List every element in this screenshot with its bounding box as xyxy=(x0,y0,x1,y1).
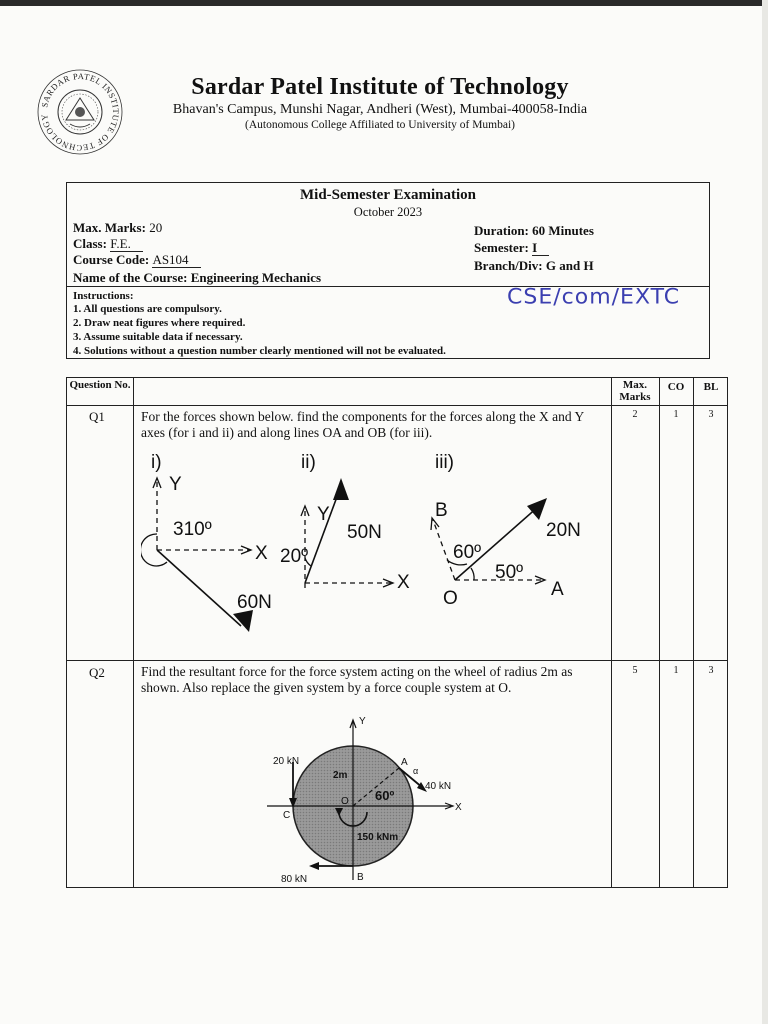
angle-label: 310º xyxy=(173,519,212,540)
alpha-label: α xyxy=(413,766,419,776)
force-label: 20N xyxy=(546,520,581,541)
instruction-item: 2. Draw neat figures where required. xyxy=(73,317,246,329)
force-label: 40 kN xyxy=(425,781,452,792)
duration-label: Duration: xyxy=(474,223,529,238)
course-name-value: Engineering Mechanics xyxy=(190,270,322,285)
class-value: F.E. xyxy=(110,236,143,252)
question-table xyxy=(66,377,728,888)
fig-label-iii: iii) xyxy=(435,452,454,473)
y-axis-label: Y xyxy=(169,474,182,495)
force-label: 60N xyxy=(237,592,272,613)
y-axis-label: Y xyxy=(359,716,366,727)
q1-force-diagrams xyxy=(141,448,607,658)
semester-label: Semester: xyxy=(474,240,529,255)
scan-top-edge xyxy=(0,0,768,6)
fig-label-i: i) xyxy=(151,452,162,473)
header-bl: BL xyxy=(703,381,719,393)
column-divider xyxy=(133,378,134,887)
question-bl: 3 xyxy=(708,665,714,676)
column-divider xyxy=(693,378,694,887)
instruction-item: 1. All questions are compulsory. xyxy=(73,303,222,315)
y-axis-label: Y xyxy=(317,504,330,525)
instructions-title: Instructions: xyxy=(73,290,134,302)
institute-seal-logo xyxy=(36,68,124,156)
angle-label: 60º xyxy=(453,542,482,563)
branch-row xyxy=(474,258,594,274)
force-label: 80 kN xyxy=(281,874,308,885)
column-divider xyxy=(659,378,660,887)
column-divider xyxy=(611,378,612,887)
branch-label: Branch/Div: xyxy=(474,258,543,273)
course-code-value: AS104 xyxy=(152,252,200,268)
angle-label: 50º xyxy=(495,562,524,583)
header-row-divider xyxy=(67,405,727,406)
question-co: 1 xyxy=(673,665,679,676)
point-a-label: A xyxy=(551,579,564,600)
class-row xyxy=(73,236,143,252)
class-label: Class: xyxy=(73,236,107,251)
force-label: 20 kN xyxy=(273,756,300,767)
angle-arc xyxy=(471,568,474,580)
x-axis-label: X xyxy=(255,543,268,564)
radius-label: 2m xyxy=(333,770,348,781)
header-question-no: Question No. xyxy=(69,379,131,391)
course-name-row xyxy=(73,270,321,286)
question-number: Q1 xyxy=(89,409,105,424)
fig-label-ii: ii) xyxy=(301,452,316,473)
line-ob xyxy=(433,520,455,580)
force-vector xyxy=(305,486,341,583)
institute-affiliation: (Autonomous College Affiliated to University of Mumbai) xyxy=(244,119,515,131)
header-co: CO xyxy=(667,381,685,393)
branch-value: G and H xyxy=(545,258,594,273)
scan-right-edge xyxy=(762,0,768,1024)
course-code-row xyxy=(73,252,201,268)
question-text: For the forces shown below. find the components for the forces along the X and Y axes (for i and ii) and along lines OA and OB (for iii). xyxy=(141,409,584,440)
q2-wheel-diagram xyxy=(263,712,483,886)
course-code-label: Course Code: xyxy=(73,252,150,267)
question-max-marks: 5 xyxy=(632,665,638,676)
point-o-label: O xyxy=(341,796,349,807)
x-axis-label: X xyxy=(397,572,410,593)
max-marks-value: 20 xyxy=(149,220,163,235)
instruction-item: 4. Solutions without a question number clearly mentioned will not be evaluated. xyxy=(73,345,446,357)
max-marks-row xyxy=(73,220,162,236)
point-b-label: B xyxy=(357,872,364,883)
instruction-item: 3. Assume suitable data if necessary. xyxy=(73,331,243,343)
institute-address: Bhavan's Campus, Munshi Nagar, Andheri (West), Mumbai-400058-India xyxy=(172,102,588,117)
row-divider xyxy=(67,660,727,661)
point-o-label: O xyxy=(443,588,458,609)
duration-value: 60 Minutes xyxy=(532,223,594,238)
semester-row xyxy=(474,240,549,256)
question-text: Find the resultant force for the force system acting on the wheel of radius 2m as shown. Also replace the given system by a force couple system at O. xyxy=(141,664,573,695)
exam-month: October 2023 xyxy=(353,205,423,219)
exam-info-box xyxy=(66,182,710,359)
force-vector xyxy=(157,550,241,626)
question-number: Q2 xyxy=(89,665,105,680)
question-max-marks: 2 xyxy=(632,409,638,420)
header-max-marks: Max. Marks xyxy=(619,379,651,403)
x-axis-label: X xyxy=(455,802,462,813)
force-arrowhead xyxy=(309,862,319,870)
point-c-label: C xyxy=(283,810,291,821)
force-arrowhead xyxy=(527,498,547,520)
handwritten-branches: CSE/com/EXTC xyxy=(507,285,681,310)
point-a-label: A xyxy=(401,757,408,768)
force-arrowhead xyxy=(333,478,349,500)
course-name-label: Name of the Course: xyxy=(73,270,188,285)
exam-title: Mid-Semester Examination xyxy=(300,187,476,203)
moment-label: 150 kNm xyxy=(357,832,399,843)
question-co: 1 xyxy=(673,409,679,420)
angle-label: 60º xyxy=(375,788,395,803)
angle-arc xyxy=(141,534,167,566)
max-marks-label: Max. Marks: xyxy=(73,220,146,235)
angle-label: 20º xyxy=(280,546,309,567)
point-b-label: B xyxy=(435,500,448,521)
institute-name: Sardar Patel Institute of Technology xyxy=(191,74,569,100)
seal-lettering: SARDAR PATEL INSTITUTE OF TECHNOLOGY xyxy=(38,70,122,154)
duration-row xyxy=(474,223,594,239)
force-label: 50N xyxy=(347,522,382,543)
semester-value: I xyxy=(532,240,549,256)
question-bl: 3 xyxy=(708,409,714,420)
